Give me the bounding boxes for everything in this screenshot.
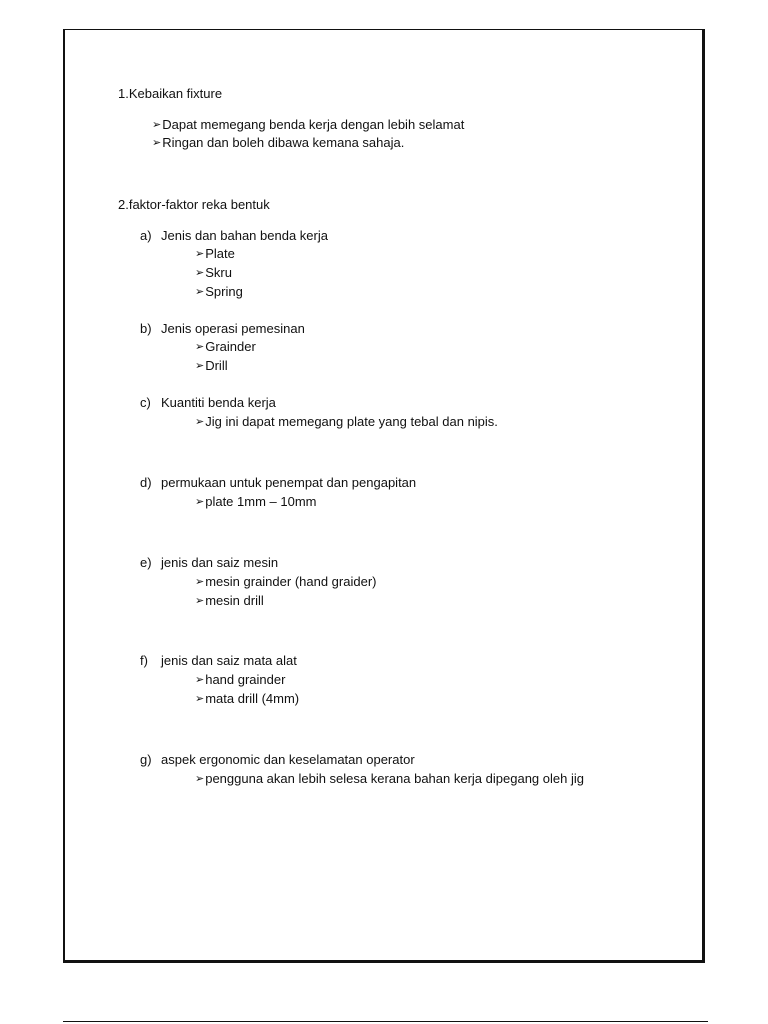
subsection-b-bullet-1 (195, 339, 256, 356)
bullet-text: mesin drill (205, 593, 264, 608)
subsection-title: Kuantiti benda kerja (161, 395, 276, 410)
bullet-text: Dapat memegang benda kerja dengan lebih selamat (162, 117, 465, 132)
subsection-letter: f) (140, 653, 148, 668)
bullet-text: Grainder (205, 339, 256, 354)
subsection-letter: e) (140, 555, 152, 570)
bullet-text: Spring (205, 284, 243, 299)
bullet-text: plate 1mm – 10mm (205, 494, 317, 509)
arrow-bullet-icon: ➢ (195, 773, 205, 785)
subsection-letter: d) (140, 475, 152, 490)
section-1-bullet-2 (152, 135, 404, 152)
subsection-a-title (140, 228, 328, 244)
subsection-d-title (140, 475, 416, 491)
arrow-bullet-icon: ➢ (195, 576, 205, 588)
subsection-title: Jenis dan bahan benda kerja (161, 228, 328, 243)
subsection-a-bullet-1 (195, 246, 235, 263)
subsection-b-title (140, 321, 305, 337)
bullet-text: Plate (205, 246, 235, 261)
bullet-text: Drill (205, 358, 228, 373)
subsection-e-title (140, 555, 278, 571)
arrow-bullet-icon: ➢ (195, 267, 205, 279)
bullet-text: mata drill (4mm) (205, 691, 300, 706)
subsection-c-bullet-1 (195, 414, 498, 431)
bullet-text: pengguna akan lebih selesa kerana bahan kerja dipegang oleh jig (205, 771, 584, 786)
bullet-text: Ringan dan boleh dibawa kemana sahaja. (162, 135, 405, 150)
subsection-letter: g) (140, 752, 152, 767)
subsection-letter: a) (140, 228, 152, 243)
arrow-bullet-icon: ➢ (195, 674, 205, 686)
arrow-bullet-icon: ➢ (195, 248, 205, 260)
subsection-g-title (140, 752, 415, 768)
subsection-letter: c) (140, 395, 151, 410)
subsection-b-bullet-2 (195, 358, 228, 375)
subsection-c-title (140, 395, 276, 411)
subsection-title: permukaan untuk penempat dan pengapitan (161, 475, 417, 490)
section-1-heading: 1.Kebaikan fixture (118, 86, 223, 101)
page-frame (63, 29, 705, 963)
arrow-bullet-icon: ➢ (195, 341, 205, 353)
arrow-bullet-icon: ➢ (195, 286, 205, 298)
subsection-title: jenis dan saiz mata alat (161, 653, 297, 668)
next-page-edge (63, 1021, 708, 1022)
bullet-text: mesin grainder (hand graider) (205, 574, 377, 589)
subsection-title: jenis dan saiz mesin (161, 555, 279, 570)
subsection-title: Jenis operasi pemesinan (161, 321, 305, 336)
bullet-text: hand grainder (205, 672, 286, 687)
subsection-title: aspek ergonomic dan keselamatan operator (161, 752, 415, 767)
subsection-d-bullet-1 (195, 494, 316, 511)
bullet-text: Skru (205, 265, 232, 280)
subsection-letter: b) (140, 321, 152, 336)
section-1-bullet-1 (152, 117, 464, 134)
arrow-bullet-icon: ➢ (195, 496, 205, 508)
arrow-bullet-icon: ➢ (195, 693, 205, 705)
section-2-heading: 2.faktor-faktor reka bentuk (118, 197, 270, 212)
arrow-bullet-icon: ➢ (152, 137, 162, 149)
subsection-e-bullet-1 (195, 574, 376, 591)
arrow-bullet-icon: ➢ (195, 416, 205, 428)
subsection-g-bullet-1 (195, 771, 584, 788)
subsection-a-bullet-2 (195, 265, 232, 282)
bullet-text: Jig ini dapat memegang plate yang tebal dan nipis. (205, 414, 498, 429)
subsection-a-bullet-3 (195, 284, 243, 301)
arrow-bullet-icon: ➢ (152, 119, 162, 131)
arrow-bullet-icon: ➢ (195, 595, 205, 607)
subsection-f-title (140, 653, 297, 669)
arrow-bullet-icon: ➢ (195, 360, 205, 372)
subsection-e-bullet-2 (195, 593, 264, 610)
subsection-f-bullet-1 (195, 672, 285, 689)
subsection-f-bullet-2 (195, 691, 299, 708)
